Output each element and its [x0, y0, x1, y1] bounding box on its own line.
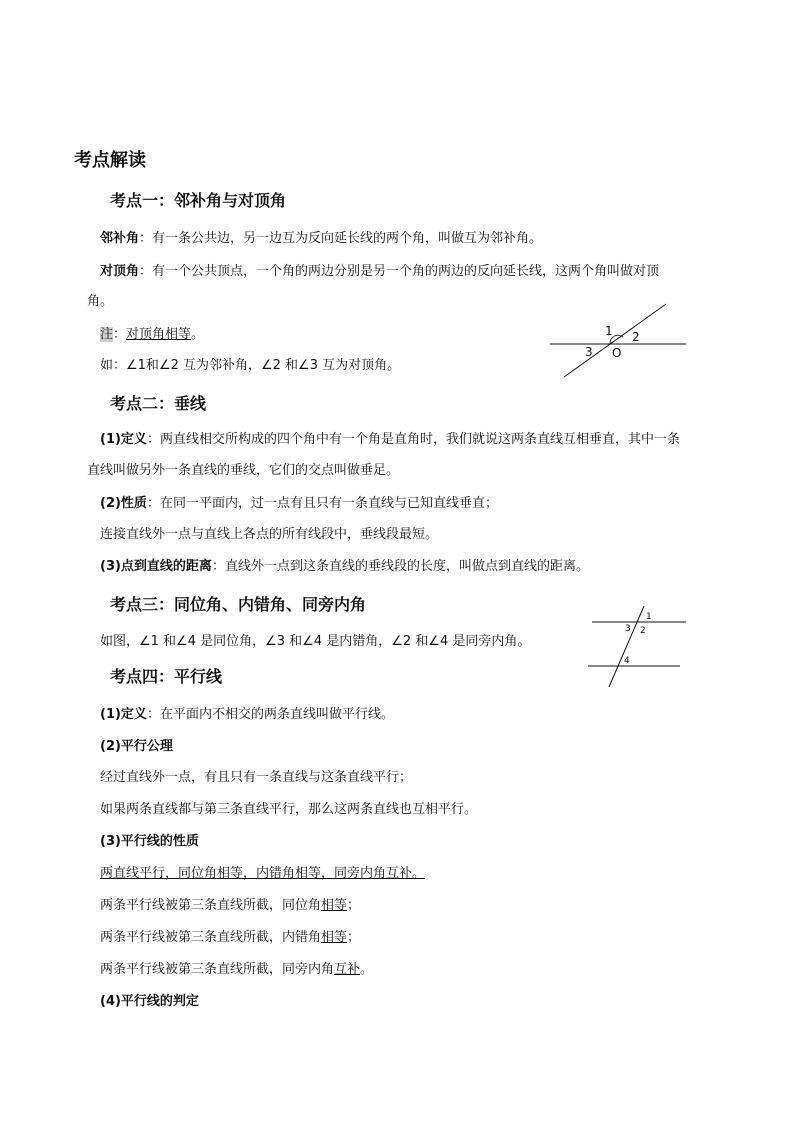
angle-4-label: 4: [624, 656, 630, 666]
vertical-angle-definition-cont: 角。: [87, 294, 114, 309]
transversal-line: [609, 606, 644, 687]
distance-label: (3)点到直线的距离: [100, 559, 212, 574]
section-3-heading: 考点三：同位角、内错角、同旁内角: [110, 595, 367, 614]
distance-text: ：直线外一点到这条直线的垂线段的长度，叫做点到直线的距离。: [211, 559, 589, 574]
angle-2-label: 2: [640, 626, 646, 636]
adjacent-angle-definition: [100, 230, 542, 248]
property-1-end: ；: [347, 898, 361, 913]
parallel-axiom-line-2: 如果两条直线都与第三条直线平行，那么这两条直线也互相平行。: [100, 802, 478, 817]
parallel-property-summary: 两直线平行，同位角相等，内错角相等，同旁内角互补。: [100, 866, 426, 881]
parallel-property-line-3: [100, 961, 373, 979]
parallel-judgement-label: [100, 993, 199, 1011]
property-1-key: 相等: [321, 898, 348, 913]
parallel-property-line-2: [100, 929, 360, 947]
note-colon: ：: [113, 327, 127, 342]
adjacent-angle-text: ：有一条公共边，另一边互为反向延长线的两个角，叫做互为邻补角。: [139, 231, 543, 246]
angle-3-label: 3: [585, 345, 593, 359]
parallel-def-label: (1)定义: [100, 707, 147, 722]
note-line: [100, 326, 204, 344]
vertical-angle-term: 对顶角: [100, 264, 140, 279]
vertical-angle-text: ：有一个公共顶点，一个角的两边分别是另一个角的两边的反向延长线，这两个角叫做对顶: [139, 264, 660, 279]
note-end: 。: [191, 327, 205, 342]
point-line-distance: [100, 558, 589, 576]
angle-1-label: 1: [646, 612, 652, 622]
parallel-property-line-1: [100, 897, 360, 915]
perpendicular-property-cont: 连接直线外一点与直线上各点的所有线段中，垂线段最短。: [100, 527, 439, 542]
parallel-definition: [100, 706, 394, 724]
perpendicular-definition-cont: 直线叫做另外一条直线的垂线，它们的交点叫做垂足。: [87, 463, 400, 478]
parallel-property-label: [100, 833, 199, 851]
angle-1-label: 1: [605, 324, 613, 338]
parallel-axiom-title: (2)平行公理: [100, 739, 173, 754]
property-3-text: 两条平行线被第三条直线所截，同旁内角: [100, 962, 335, 977]
perpendicular-prop-text: ：在同一平面内，过一点有且只有一条直线与已知直线垂直；: [146, 496, 498, 511]
parallel-property-title: (3)平行线的性质: [100, 834, 199, 849]
point-o-label: O: [612, 346, 622, 360]
property-1-text: 两条平行线被第三条直线所截，同位角: [100, 898, 322, 913]
perpendicular-property: [100, 495, 498, 513]
perpendicular-prop-label: (2)性质: [100, 496, 147, 511]
parallel-judgement-title: (4)平行线的判定: [100, 994, 199, 1009]
section-3-text: 如图，∠1 和∠4 是同位角，∠3 和∠4 是内错角，∠2 和∠4 是同旁内角。: [100, 634, 531, 649]
intersecting-lines-figure: [548, 302, 688, 382]
vertical-angle-definition: [100, 263, 659, 281]
property-2-end: ；: [347, 930, 361, 945]
perpendicular-def-text: ：两直线相交所构成的四个角中有一个角是直角时，我们就说这两条直线互相垂直，其中一条: [146, 432, 680, 447]
parallel-axiom-label: [100, 738, 173, 756]
angle-3-label: 3: [625, 624, 631, 634]
property-2-text: 两条平行线被第三条直线所截，内错角: [100, 930, 322, 945]
property-2-key: 相等: [321, 930, 348, 945]
section-1-heading: 考点一：邻补角与对顶角: [110, 191, 287, 210]
note-text: 对顶角相等: [126, 327, 192, 342]
adjacent-angle-term: 邻补角: [100, 231, 140, 246]
slanted-line: [564, 304, 666, 377]
note-label: 注: [100, 327, 114, 342]
section-2-heading: 考点二：垂线: [110, 394, 207, 413]
section-4-heading: 考点四：平行线: [110, 667, 223, 686]
transversal-figure: [588, 606, 688, 688]
angle-2-label: 2: [632, 330, 640, 344]
parallel-axiom-line-1: 经过直线外一点，有且只有一条直线与这条直线平行；: [100, 770, 413, 785]
perpendicular-definition: [100, 431, 680, 449]
page-title: 考点解读: [74, 150, 146, 171]
property-3-end: 。: [360, 962, 374, 977]
section-1-example: 如：∠1和∠2 互为邻补角，∠2 和∠3 互为对顶角。: [100, 358, 401, 373]
property-3-key: 互补: [334, 962, 361, 977]
perpendicular-def-label: (1)定义: [100, 432, 147, 447]
parallel-def-text: ：在平面内不相交的两条直线叫做平行线。: [146, 707, 394, 722]
